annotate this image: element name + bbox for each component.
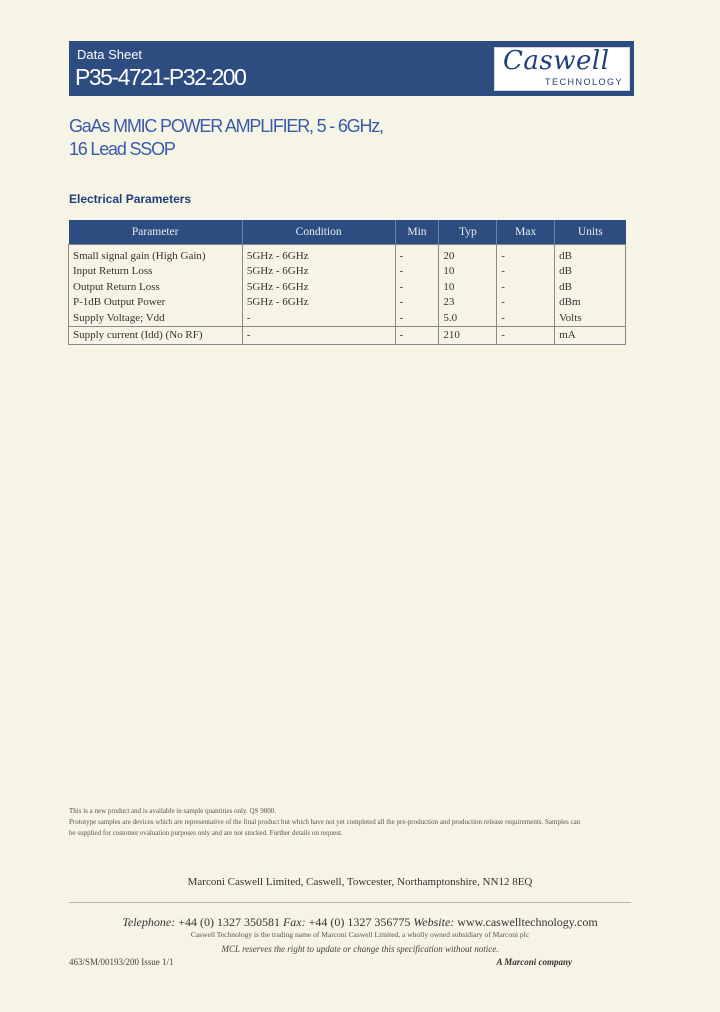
product-title xyxy=(69,115,383,161)
header-banner xyxy=(69,41,634,96)
table-cell: dB xyxy=(555,245,626,264)
table-row xyxy=(69,295,626,311)
table-cell: 5GHz - 6GHz xyxy=(242,245,395,264)
table-cell: - xyxy=(395,264,439,280)
column-header: Condition xyxy=(242,220,395,245)
table-cell: Input Return Loss xyxy=(69,264,243,280)
table-row xyxy=(69,245,626,264)
telephone-label: Telephone: xyxy=(122,915,176,929)
column-header: Max xyxy=(497,220,555,245)
column-header: Typ xyxy=(439,220,497,245)
table-cell: - xyxy=(395,295,439,311)
trademark-note: Caswell Technology is the trading name of Marconi Caswell Limited, a wholly owned subsidiary of Marconi plc xyxy=(190,930,530,939)
table-cell: P-1dB Output Power xyxy=(69,295,243,311)
table-cell: mA xyxy=(555,326,626,344)
table-cell: 10 xyxy=(439,279,497,295)
table-cell: Volts xyxy=(555,310,626,326)
company-tagline: A Marconi company xyxy=(496,957,572,967)
telephone-number: +44 (0) 1327 350581 xyxy=(178,915,280,929)
contact-line xyxy=(0,915,720,930)
caswell-logo xyxy=(494,47,630,91)
company-address: Marconi Caswell Limited, Caswell, Towcester, Northamptonshire, NN12 8EQ xyxy=(187,876,533,888)
table-cell: - xyxy=(497,279,555,295)
title-line-2: 16 Lead SSOP xyxy=(69,139,175,159)
column-header: Units xyxy=(555,220,626,245)
table-cell: - xyxy=(497,310,555,326)
part-number: P35-4721-P32-200 xyxy=(75,64,246,90)
table-cell: dB xyxy=(555,279,626,295)
table-row xyxy=(69,279,626,295)
table-row xyxy=(69,326,626,344)
table-cell: - xyxy=(242,326,395,344)
section-heading: Electrical Parameters xyxy=(69,192,192,206)
table-cell: Output Return Loss xyxy=(69,279,243,295)
table-row xyxy=(69,310,626,326)
table-row xyxy=(69,264,626,280)
table-cell: 210 xyxy=(439,326,497,344)
logo-wordmark: Caswell xyxy=(503,46,610,76)
rights-note: MCL reserves the right to update or change this specification without notice. xyxy=(221,944,499,954)
doc-type-label: Data Sheet xyxy=(77,47,143,62)
table-cell: - xyxy=(395,326,439,344)
table-cell: - xyxy=(497,245,555,264)
table-cell: - xyxy=(395,245,439,264)
footnote-line: Prototype samples are devices which are representative of the final product but which have not yet completed all the pre-production and production release requirements. Samples can xyxy=(69,818,581,826)
table-cell: - xyxy=(395,310,439,326)
table-cell: - xyxy=(395,279,439,295)
website-label: Website: xyxy=(413,915,455,929)
fax-label: Fax: xyxy=(282,915,306,929)
logo-subtitle: TECHNOLOGY xyxy=(544,77,623,87)
table-cell: dB xyxy=(555,264,626,280)
table-cell: - xyxy=(242,310,395,326)
table-cell: 10 xyxy=(439,264,497,280)
fax-number: +44 (0) 1327 356775 xyxy=(308,915,411,929)
table-cell: - xyxy=(497,295,555,311)
footnotes xyxy=(69,806,669,839)
document-reference: 463/SM/00193/200 Issue 1/1 xyxy=(69,957,174,967)
table-cell: - xyxy=(497,326,555,344)
table-cell: dBm xyxy=(555,295,626,311)
table-cell: - xyxy=(497,264,555,280)
table-cell: 5GHz - 6GHz xyxy=(242,295,395,311)
table-cell: Supply current (Idd) (No RF) xyxy=(69,326,243,344)
table-cell: 5.0 xyxy=(439,310,497,326)
electrical-parameters-table xyxy=(68,220,626,345)
column-header: Parameter xyxy=(69,220,243,245)
table-cell: Supply Voltage; Vdd xyxy=(69,310,243,326)
table-cell: Small signal gain (High Gain) xyxy=(69,245,243,264)
footnote-line: This is a new product and is available in sample quantities only. QS 9000. xyxy=(69,807,276,815)
column-header: Min xyxy=(395,220,439,245)
title-line-1: GaAs MMIC POWER AMPLIFIER, 5 - 6GHz, xyxy=(69,116,383,136)
table-cell: 23 xyxy=(439,295,497,311)
table-cell: 5GHz - 6GHz xyxy=(242,264,395,280)
website-link[interactable]: www.caswelltechnology.com xyxy=(457,915,598,929)
footer-divider xyxy=(69,902,631,903)
footnote-line: be supplied for customer evaluation purposes only and are not stocked. Further details on request. xyxy=(69,829,343,837)
table-cell: 20 xyxy=(439,245,497,264)
table-header-row xyxy=(69,220,626,245)
table-cell: 5GHz - 6GHz xyxy=(242,279,395,295)
